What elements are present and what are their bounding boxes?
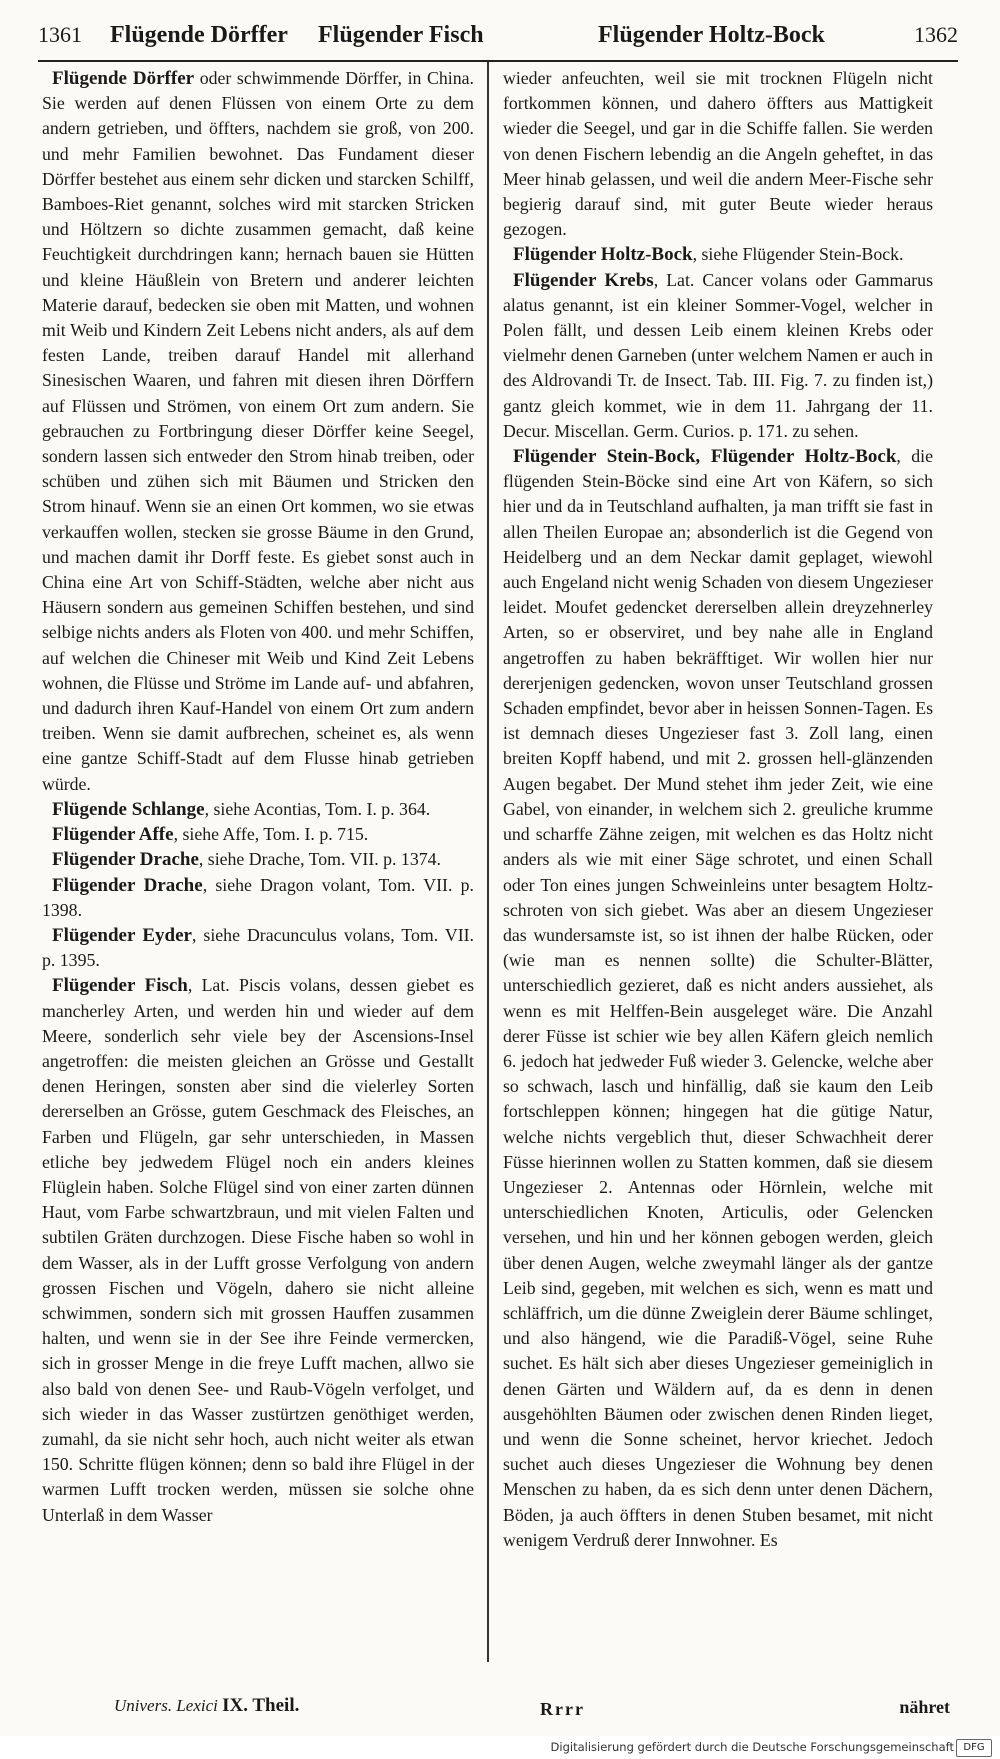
entry-text: , Lat. Piscis volans, dessen giebet es mancherley Arten, und werden hin und wieder auf dem Meere, sonderlich sehr viele bey der Ascensions-Insel angetroffen: die meisten gleichen an Grösse und Gestallt denen Heringen, sonsten aber sind die vielerley Sorten dererselben an Grösse, gutem Geschmack des Fleisches, an Farben und Flügeln, gar sehr unterschieden, in Massen etliche bey jedwedem Flügel noch ein anders kleines Flüglein haben. Solche Flügel sind von einer zarten dünnen Haut, vom Farbe schwartzbraun, und mit vielen Falten und subtilen Gräten durchzogen. Diese Fische haben so wohl in dem Wasser, als in der Lufft grosse Verfolgung von andern grossen Fischen und Vögeln, dahero sie nicht alleine schwimmen, sondern sich mit grossen Hauffen zusammen halten, und wenn sie in der See ihre Feinde vermercken, sich in grosser Menge in die freye Lufft machen, allwo sie also bald von denen See- und Raub-Vögeln verfolget, und sich wieder in das Wasser zustürtzen genöthiget werden, zumahl, da sie nicht sehr hoch, auch nicht weiter als etwan 150. Schritte flügen können; denn so bald ihre Flügel in der warmen Lufft trocken werden, müssen sie solche ohne Unterlaß in dem Wasser (42, 975, 474, 1525)
entry-paragraph (42, 822, 474, 847)
entry-keyword: Flügender Holtz-Bock (513, 244, 693, 266)
entry-text: , siehe Dracunculus volans, Tom. VII. p. 1395. (42, 924, 474, 971)
entry-paragraph (42, 797, 474, 822)
entry-keyword: Flügender Fisch (52, 975, 188, 997)
right-column (503, 66, 933, 1686)
entry-paragraph (42, 973, 474, 1527)
column-divider (487, 62, 489, 1662)
entry-text: , siehe Dragon volant, Tom. VII. p. 1398. (42, 874, 474, 920)
signature-line (114, 1695, 299, 1717)
entry-text: wieder anfeuchten, weil sie mit trocknen Flügeln nicht fortkommen können, und dahero öffters aus Mattigkeit wieder die Seegel, und gar in die Schiffe fallen. Sie werden von denen Fischern lebendig an die Angeln geheftet, in das Meer hinab gelassen, und weil die andern Meer-Fische sehr begierig darauf sind, mit guter Beute wieder heraus gezogen. (503, 68, 933, 240)
entry-paragraph (42, 847, 474, 872)
entry-paragraph (503, 242, 933, 267)
entry-keyword: Flügender Krebs (513, 269, 654, 291)
entry-paragraph (42, 873, 474, 923)
entry-text: , die flügenden Stein-Böcke sind eine Art von Käfern, so sich hier und da in Teutschland aufhalten, ja man trifft sie fast in allen Theilen Europae an; absonderlich ist die Gegend von Heidelberg und an dem Neckar damit geplaget, wiewohl auch Engeland nicht wenig Schaden von diesem Ungezieser leidet. Moufet gedencket dererselben allein dreyzehnerley Arten, so er observiret, und bey nahe alle in England angetroffen zu haben bekräfftiget. Wir wollen hier nur dererjenigen gedencken, wovon unser Teutschland grossen Schaden empfindet, bevor aber in heissen Sonnen-Tagen. Es ist demnach dieses Ungezieser fast 3. Zoll lang, einen breiten Kopff habend, und mit 2. grossen hell-glänzenden Augen begabet. Der Mund stehet ihm jeder Zeit, wie eine Gabel, von einander, in welchem sich 2. greuliche krumme und scharffe Zähne zeigen, mit welchen es das Holtz nicht anders als wie mit einer Säge schrotet, und einen Schall oder Ton eines jungen Schweinleins unter besagtem Holtz-schroten von sich giebet. Was aber an diesem Ungezieser das wundersamste ist, so ist ihnen der halbe Rücken, oder (wie man es nennen sollte) die Schulter-Blätter, unterschiedlich gezieret, daß es nicht anders aussiehet, als wenn es mit Helffen-Bein ausgeleget wäre. Die Anzahl derer Füsse ist schier wie bey allen Käfern gleich nemlich 6. jedoch hat jedweder Fuß wieder 3. Gelencke, welche aber so schwach, lasch und hinfällig, daß sie kaum den Leib fortschleppen können; hingegen hat die gütige Natur, welche nichts vergeblich thut, dieser Schwachheit derer Füsse hierinnen wollen zu Statten kommen, daß sie diesem Ungezieser 2. Antennas oder Hörnlein, welche mit unterschiedlichen Knoten, Articulis, oder Gelencken versehen, und hin und her können gebogen werden, gleich über denen Augen, welche zweymahl länger als der gantze Leib sind, gegeben, mit welchen es sich, wenn es matt und schläffrich, um die dünne Zweiglein derer Bäume schlinget, und also hängend, wie die Paradiß-Vögel, seine Ruhe suchet. Es hält sich aber dieses Ungezieser gemeiniglich in denen Gärten und Wäldern auf, da es denn in denen ausgehöhlten Bäumen oder zwischen denen Rinden lieget, und wenn die Sonne scheinet, hervor kriechet. Jedoch suchet auch dieses Ungezieser die Wohnung bey denen Menschen zu haben, da es sich denn unter denen Dächern, Böden, ja auch öffters in denen Stuben besamet, mit nicht wenigem Verdruß derer Innwohner. Es (503, 446, 933, 1550)
digitization-credit (0, 1736, 1000, 1759)
running-header (38, 22, 958, 62)
entry-keyword: Flügender Eyder (52, 924, 192, 946)
entry-text: oder schwimmende Dörffer, in China. Sie werden auf denen Flüssen von einem Orte zu dem andern getrieben, und öffters, nachdem sie groß, von 200. und mehr Familien bewohnet. Das Fundament dieser Dörffer bestehet aus einem sehr dicken und starcken Schilff, Bamboes-Riet genannt, solches wird mit starcken Stricken und Höltzern so dichte zusammen gemacht, daß keine Feuchtigkeit durchdringen kann; hernach bauen sie Hütten und kleine Häußlein von Bretern und anderer leichten Materie darauf, bedecken sie oben mit Matten, und wohnen mit Weib und Kindern Zeit Lebens nicht anders, als auf dem festen Lande, treiben darauf Handel mit allerhand Sinesischen Waaren, und fahren mit diesen ihren Dörffern auf Flüssen und Strömen, von einem Ort zum andern. Sie gebrauchen zu Fortbringung dieser Dörffer keine Seegel, sondern lassen sich entweder den Strom hinab treiben, oder schüben und zühen sich mit Bäumen und Stricken den Strom hinauf. Wenn sie an einen Ort kommen, wo sie etwas verkauffen wollen, stecken sie grosse Bäume in den Grund, und machen damit ihr Dorff feste. Es giebet sonst auch in China eine Art von Schiff-Städten, welche aber nicht aus Häusern sondern aus gemeinen Schiffen bestehen, und sind selbige nichts anders als Floten von 400. und mehr Schiffen, auf welchen die Chineser mit Weib und Kind Zeit Lebens wohnen, die Flüsse und Ströme im Lande auf- und abfahren, und dadurch ihren Kauf-Handel von einem Ort zum andern treiben. Wenn sie damit aufbrechen, scheinet es, als wenn eine gantze Schiff-Stadt auf dem Flusse hinab getrieben würde. (42, 68, 474, 794)
entry-text: , Lat. Cancer volans oder Gammarus alatus genannt, ist ein kleiner Sommer-Vogel, welcher in Polen fällt, und dessen Leib einem kleinen Krebs oder vielmehr denen Garneben (unter welchem Namen er auch in des Aldrovandi Tr. de Insect. Tab. III. Fig. 7. zu finden ist,) gantz gleich kommet, wie in dem 11. Jahrgang der 11. Decur. Miscellan. Germ. Curios. p. 171. zu sehen. (503, 269, 933, 441)
entry-keyword: Flügende Schlange (52, 798, 205, 820)
dfg-logo-icon: DFG (956, 1739, 992, 1757)
entry-paragraph (503, 444, 933, 1553)
volume-label: IX. Theil. (222, 1695, 300, 1716)
signature-text: Univers. Lexici (114, 1696, 218, 1715)
page-number-left: 1361 (38, 22, 82, 47)
entry-text: , siehe Flügender Stein-Bock. (692, 244, 904, 265)
entry-paragraph (503, 66, 933, 242)
header-keyword-1: Flügende Dörffer (110, 22, 288, 48)
entry-keyword: Flügender Affe (52, 824, 174, 846)
catchword: nähret (899, 1697, 950, 1717)
entry-keyword: Flügender Stein-Bock, Flügender Holtz-Bock (513, 446, 897, 468)
page-number-right: 1362 (914, 22, 958, 47)
credit-text: Digitalisierung gefördert durch die Deutsche Forschungsgemeinschaft (550, 1740, 954, 1754)
left-column (42, 66, 474, 1686)
entry-paragraph (42, 66, 474, 797)
entry-text: , siehe Affe, Tom. I. p. 715. (173, 824, 369, 845)
entry-paragraph (42, 923, 474, 973)
entry-paragraph (503, 268, 933, 444)
entry-keyword: Flügender Drache (52, 849, 199, 871)
page-footer (0, 1695, 1000, 1725)
header-keyword-3: Flügender Holtz-Bock (598, 22, 825, 48)
header-keyword-2: Flügender Fisch (318, 22, 484, 48)
entry-keyword: Flügende Dörffer (52, 68, 195, 89)
header-rule (38, 60, 958, 62)
entry-keyword: Flügender Drache (52, 874, 203, 896)
entry-text: , siehe Acontias, Tom. I. p. 364. (204, 798, 431, 819)
gathering-signature: Rrrr (540, 1699, 585, 1719)
entry-text: , siehe Drache, Tom. VII. p. 1374. (198, 849, 441, 870)
